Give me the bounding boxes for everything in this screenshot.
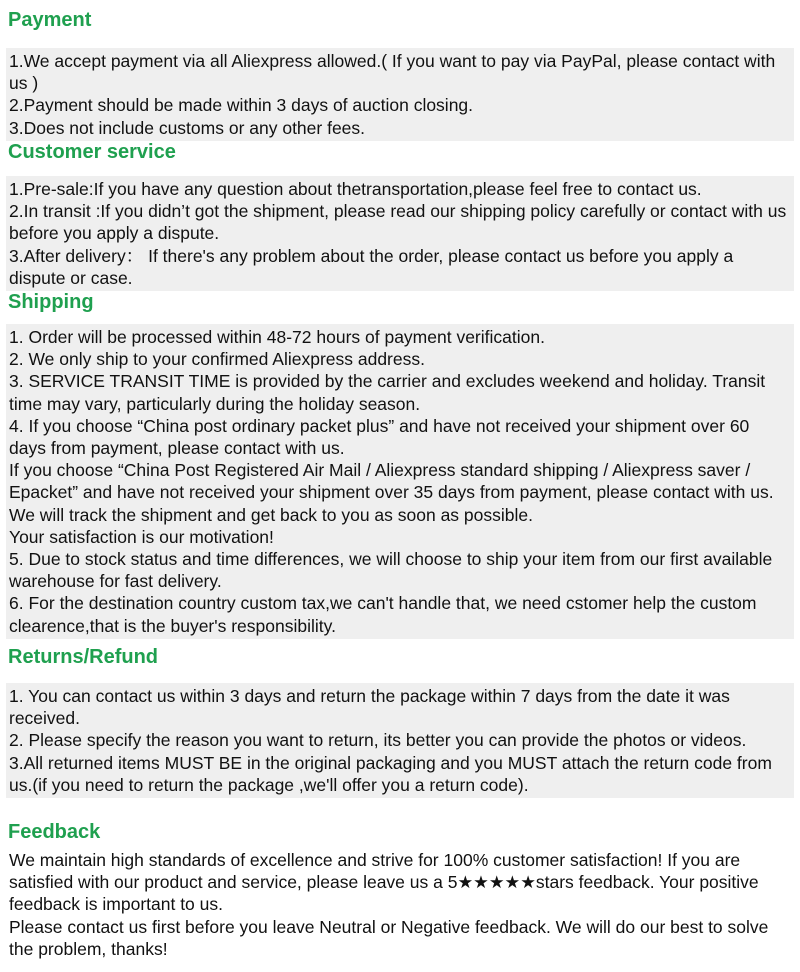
- payment-box: [6, 48, 794, 141]
- shipping-line-4: 4. If you choose “China post ordinary packet plus” and have not received your shipment over 60 days from payment, please contact with us.: [9, 415, 750, 459]
- shipping-line-1: 1. Order will be processed within 48-72 hours of payment verification.: [9, 327, 545, 347]
- payment-line-2: 2.Payment should be made within 3 days of auction closing.: [9, 95, 474, 116]
- customer-service-heading: Customer service: [8, 141, 176, 163]
- feedback-line-1: We maintain high standards of excellence and strive for 100% customer satisfaction! If you are satisfied with our product and service, please leave us a 5★★★★★stars feedback. Your positive feedback is important to us.: [9, 850, 759, 915]
- feedback-heading: Feedback: [8, 821, 101, 843]
- customer-service-box: [6, 176, 794, 291]
- customer-service-line-1: 1.Pre-sale:If you have any question about thetransportation,please feel free to contact us.: [9, 179, 702, 199]
- feedback-line-2: Please contact us first before you leave Neutral or Negative feedback. We will do our best to solve the problem, thanks!: [9, 916, 769, 959]
- shipping-line-7: 5. Due to stock status and time differences, we will choose to ship your item from our first available warehouse for fast delivery.: [9, 549, 773, 592]
- returns-line-1: 1. You can contact us within 3 days and return the package within 7 days from the date it was received.: [9, 686, 730, 729]
- payment-line-1: 1.We accept payment via all Aliexpress allowed.( If you want to pay via PayPal, please contact with us ): [9, 51, 776, 94]
- customer-service-line-3: 3.After delivery： If there's any problem about the order, please contact us before you apply a dispute or case.: [9, 245, 734, 288]
- feedback-box: [6, 847, 794, 962]
- returns-line-2: 2. Please specify the reason you want to return, its better you can provide the photos or videos.: [9, 730, 747, 751]
- shipping-line-3: 3. SERVICE TRANSIT TIME is provided by the carrier and excludes weekend and holiday. Transit time may vary, particularly during the holiday season.: [9, 371, 766, 414]
- shipping-heading: Shipping: [8, 291, 94, 313]
- shipping-line-5: If you choose “China Post Registered Air Mail / Aliexpress standard shipping / Aliexpress saver / Epacket” and have not received your shipment over 35 days from payment, please contact with us. We will track the shipment and get back to you as soon as possible.: [9, 460, 774, 525]
- returns-box: [6, 683, 794, 798]
- payment-line-3: 3.Does not include customs or any other fees.: [9, 117, 366, 138]
- shipping-box: [6, 324, 794, 639]
- returns-line-3: 3.All returned items MUST BE in the original packaging and you MUST attach the return code from us.(if you need to return the package ,we'll offer you a return code).: [9, 752, 772, 795]
- shipping-line-8: 6. For the destination country custom tax,we can't handle that, we need cstomer help the custom clearence,that is the buyer's responsibility.: [9, 593, 757, 636]
- shipping-line-2: 2. We only ship to your confirmed Aliexpress address.: [9, 349, 425, 370]
- customer-service-line-2: 2.In transit :If you didn’t got the shipment, please read our shipping policy carefully or contact with us before you apply a dispute.: [9, 201, 787, 244]
- shipping-line-6: Your satisfaction is our motivation!: [9, 526, 274, 547]
- returns-heading: Returns/Refund: [8, 646, 158, 668]
- payment-heading: Payment: [8, 9, 92, 31]
